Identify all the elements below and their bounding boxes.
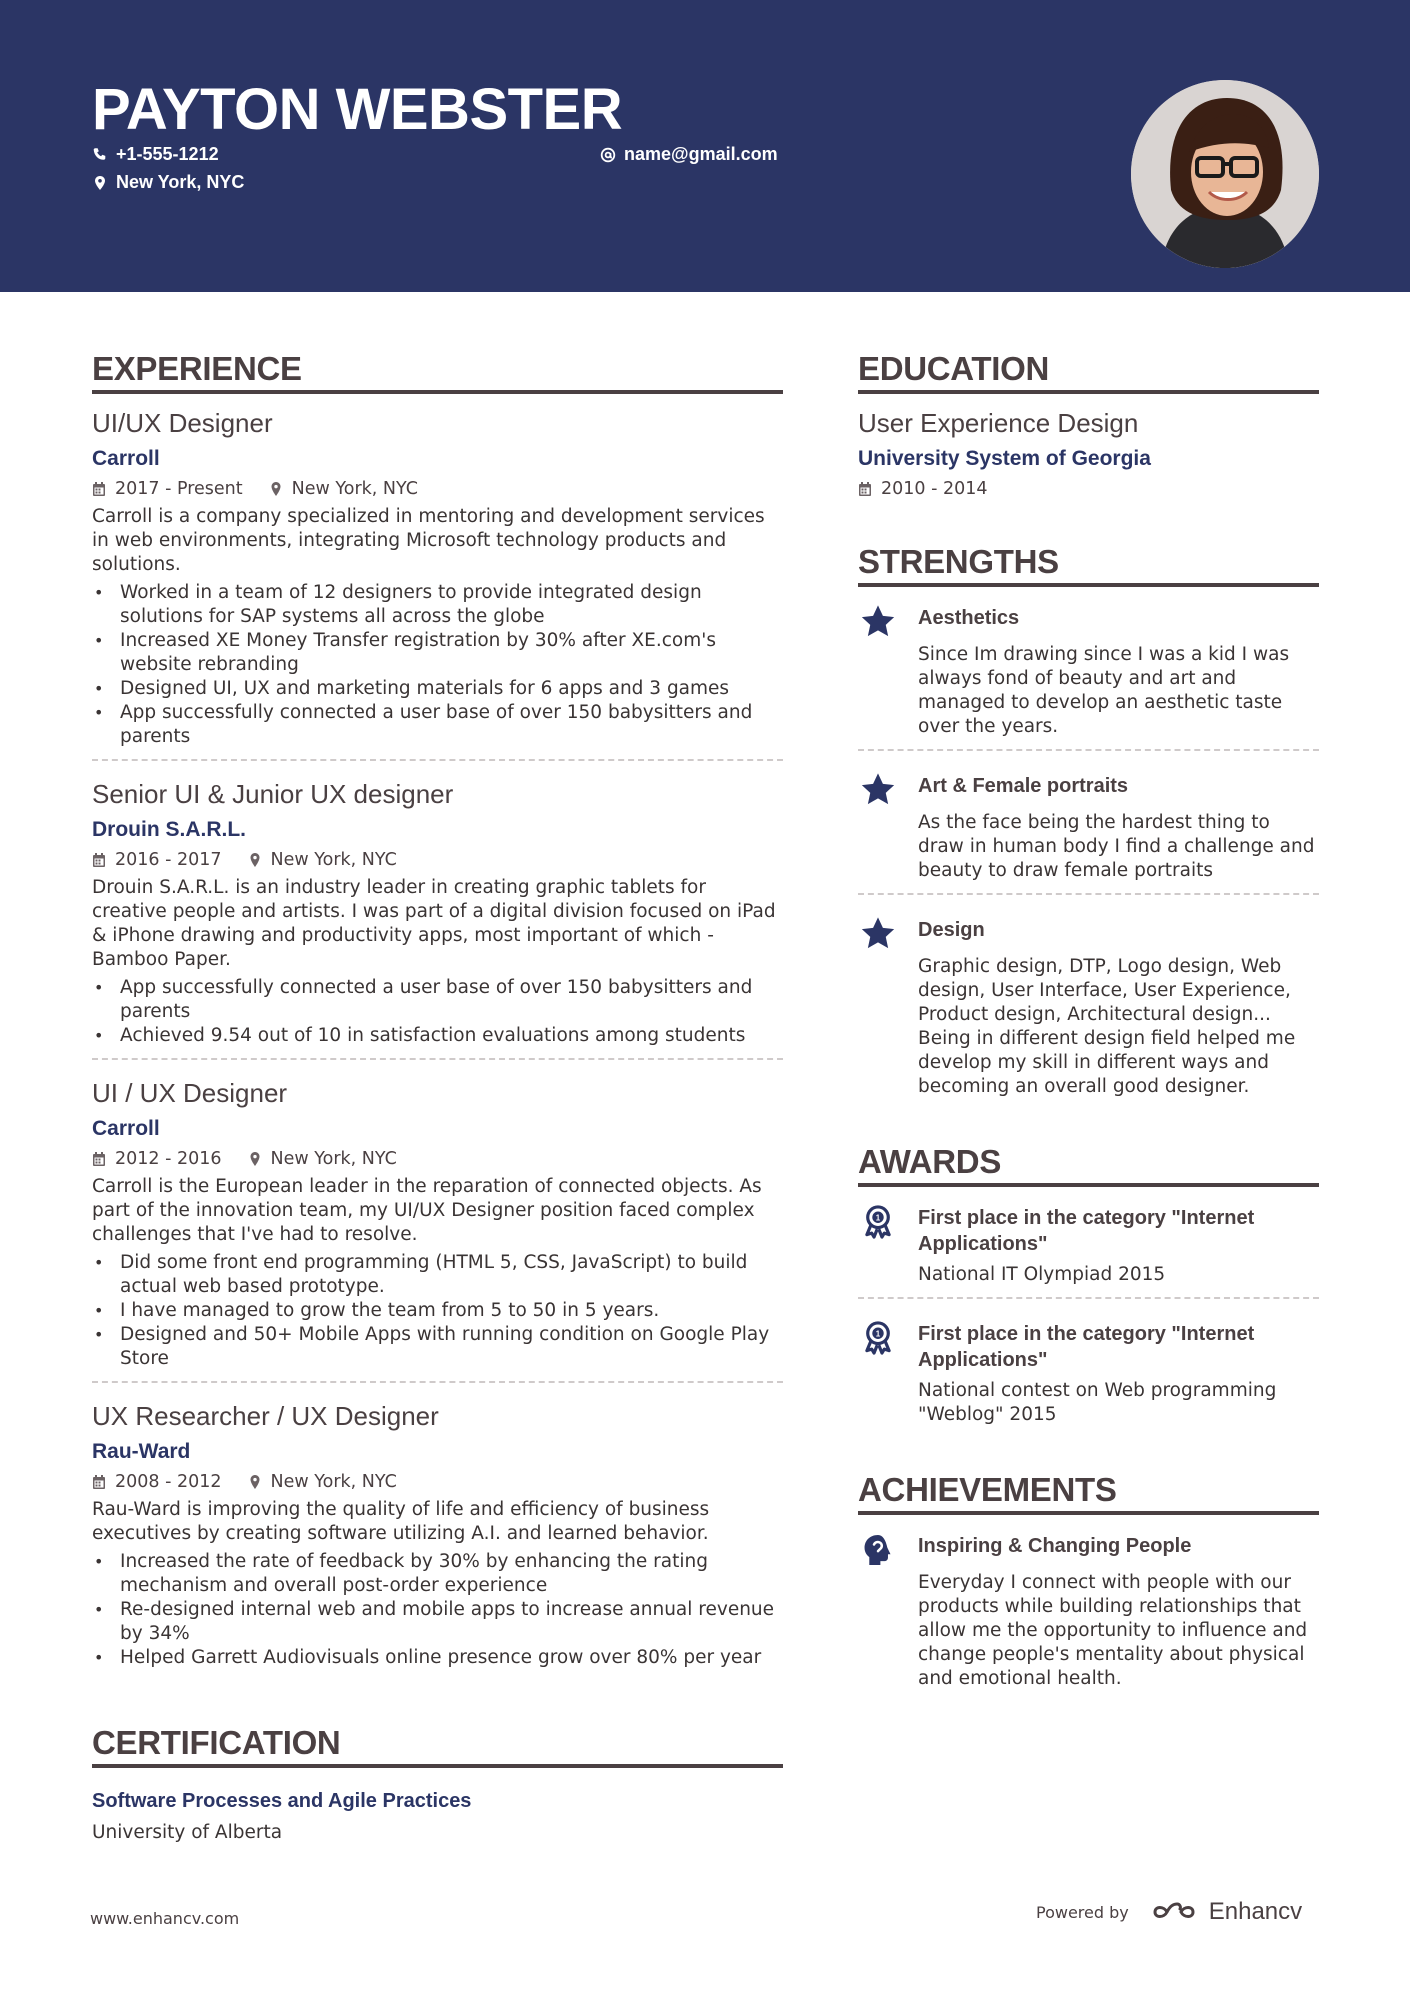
award-detail: National contest on Web programming "Weblog" 2015: [918, 1380, 1277, 1425]
job-title: UX Researcher / UX Designer: [92, 1401, 439, 1431]
achievement-title: Inspiring & Changing People: [918, 1535, 1192, 1557]
calendar-icon: [92, 852, 106, 868]
list-item: • Helped Garrett Audiovisuals online presence grow over 80% per year: [92, 1646, 783, 1670]
divider: [92, 1058, 783, 1060]
company-name: Rau-Ward: [92, 1440, 191, 1463]
strength-item: [858, 601, 1319, 739]
brand-name: Enhancv: [1208, 1898, 1303, 1925]
job-location: New York, NYC: [248, 850, 397, 870]
email-contact: [600, 144, 778, 165]
right-column: [858, 350, 1319, 1691]
list-item: • I have managed to grow the team from 5 to 50 in 5 years.: [92, 1299, 783, 1323]
award-ribbon-icon: [858, 1203, 898, 1241]
calendar-icon: [92, 1151, 106, 1167]
award-title: First place in the category "Internet Applications": [918, 1323, 1255, 1371]
strength-item: [858, 913, 1319, 1099]
footer-branding: [1036, 1898, 1302, 1926]
list-item: • App successfully connected a user base of over 150 babysitters and parents: [92, 701, 783, 749]
award-detail: National IT Olympiad 2015: [918, 1264, 1166, 1285]
job-title: UI / UX Designer: [92, 1078, 288, 1108]
certification-issuer: University of Alberta: [92, 1822, 283, 1843]
divider: [92, 759, 783, 761]
experience-heading: EXPERIENCE: [92, 350, 783, 394]
job-meta: [92, 850, 783, 870]
phone-number: +1-555-1212: [116, 144, 219, 164]
left-column: [92, 350, 783, 1845]
location-contact: [92, 172, 244, 193]
location-pin-icon: [269, 481, 283, 497]
divider: [858, 893, 1319, 895]
location-pin-icon: [248, 1474, 262, 1490]
location-text: New York, NYC: [116, 172, 245, 192]
job-bullets: [92, 1251, 783, 1371]
certification-title: Software Processes and Agile Practices: [92, 1790, 472, 1812]
star-icon: [858, 915, 898, 953]
awards-heading: AWARDS: [858, 1143, 1319, 1187]
list-item: • Achieved 9.54 out of 10 in satisfaction evaluations among students: [92, 1024, 783, 1048]
strengths-heading: STRENGTHS: [858, 543, 1319, 587]
job-bullets: [92, 976, 783, 1048]
experience-entry: [92, 779, 783, 1048]
education-meta: [858, 479, 1319, 499]
job-dates: 2016 - 2017: [92, 850, 222, 870]
achievement-item: [858, 1529, 1319, 1691]
profile-photo: [1131, 80, 1319, 268]
strength-title: Aesthetics: [918, 607, 1020, 629]
education-heading: EDUCATION: [858, 350, 1319, 394]
calendar-icon: [858, 481, 872, 497]
award-item: [858, 1317, 1319, 1427]
experience-entry: [92, 408, 783, 749]
job-dates: 2008 - 2012: [92, 1472, 222, 1492]
candidate-name: PAYTON WEBSTER: [92, 77, 623, 142]
strength-item: [858, 769, 1319, 883]
job-description: Drouin S.A.R.L. is an industry leader in creating graphic tablets for creative people and artists. I was part of a digital division focused on iPad & iPhone drawing and productivity apps, most important of which - Bamboo Paper.: [92, 877, 776, 970]
company-name: Carroll: [92, 447, 160, 470]
job-bullets: [92, 581, 783, 749]
award-item: [858, 1201, 1319, 1287]
job-dates: 2012 - 2016: [92, 1149, 222, 1169]
job-title: UI/UX Designer: [92, 408, 273, 438]
certification-heading: CERTIFICATION: [92, 1724, 783, 1768]
company-name: Carroll: [92, 1117, 160, 1140]
brand-logo[interactable]: [1153, 1898, 1302, 1926]
job-location: New York, NYC: [248, 1149, 397, 1169]
phone-contact: [92, 144, 219, 165]
job-description: Rau-Ward is improving the quality of life and efficiency of business executives by creating software utilizing A.I. and learned behavior.: [92, 1499, 710, 1544]
job-meta: [92, 1149, 783, 1169]
divider: [92, 1381, 783, 1383]
degree-title: User Experience Design: [858, 408, 1139, 438]
list-item: • Re-designed internal web and mobile apps to increase annual revenue by 34%: [92, 1598, 783, 1646]
list-item: • Increased XE Money Transfer registration by 30% after XE.com's website rebranding: [92, 629, 783, 677]
job-bullets: [92, 1550, 783, 1670]
achievement-text: Everyday I connect with people with our products while building relationships that allow me the opportunity to influence and change people's mentality about physical and emotional health.: [918, 1572, 1308, 1689]
achievements-heading: ACHIEVEMENTS: [858, 1471, 1319, 1515]
footer-website[interactable]: www.enhancv.com: [90, 1909, 240, 1928]
calendar-icon: [92, 1474, 106, 1490]
list-item: • Did some front end programming (HTML 5, CSS, JavaScript) to build actual web based prototype.: [92, 1251, 783, 1299]
location-pin-icon: [248, 852, 262, 868]
svg-text:1: 1: [875, 1213, 881, 1223]
list-item: • Designed UI, UX and marketing materials for 6 apps and 3 games: [92, 677, 783, 701]
at-icon: [600, 147, 616, 163]
job-description: Carroll is the European leader in the reparation of connected objects. As part of the innovation team, my UI/UX Designer position faced complex challenges that I've had to resolve.: [92, 1176, 762, 1245]
calendar-icon: [92, 481, 106, 497]
job-location: New York, NYC: [248, 1472, 397, 1492]
resume-header: [0, 0, 1410, 292]
star-icon: [858, 603, 898, 641]
job-description: Carroll is a company specialized in mentoring and development services in web environments, integrating Microsoft technology products and solutions.: [92, 506, 765, 575]
head-profile-icon: [858, 1531, 898, 1569]
job-dates: 2017 - Present: [92, 479, 243, 499]
phone-icon: [92, 147, 108, 163]
strength-text: Graphic design, DTP, Logo design, Web design, User Interface, User Experience, Product design, Architectural design... Being in different design field helped me develop my skill in different ways and becoming an overall good designer.: [918, 956, 1296, 1097]
school-name: University System of Georgia: [858, 447, 1151, 470]
list-item: • App successfully connected a user base of over 150 babysitters and parents: [92, 976, 783, 1024]
award-title: First place in the category "Internet Applications": [918, 1207, 1255, 1255]
powered-by-label: Powered by: [1036, 1902, 1129, 1922]
location-pin-icon: [248, 1151, 262, 1167]
svg-text:1: 1: [875, 1329, 881, 1339]
strength-text: Since Im drawing since I was a kid I was always fond of beauty and art and managed to develop an aesthetic taste over the years.: [918, 644, 1290, 737]
experience-entry: [92, 1078, 783, 1371]
divider: [858, 749, 1319, 751]
award-ribbon-icon: [858, 1319, 898, 1357]
divider: [858, 1297, 1319, 1299]
strength-text: As the face being the hardest thing to draw in human body I find a challenge and beauty to draw female portraits: [918, 812, 1315, 881]
company-name: Drouin S.A.R.L.: [92, 818, 246, 841]
strength-title: Design: [918, 919, 985, 941]
email-address[interactable]: name@gmail.com: [624, 144, 778, 164]
list-item: • Designed and 50+ Mobile Apps with running condition on Google Play Store: [92, 1323, 783, 1371]
experience-entry: [92, 1401, 783, 1670]
star-icon: [858, 771, 898, 809]
job-title: Senior UI & Junior UX designer: [92, 779, 454, 809]
location-pin-icon: [92, 175, 108, 191]
education-dates: 2010 - 2014: [858, 479, 988, 499]
job-meta: [92, 1472, 783, 1492]
enhancv-logo-icon: [1153, 1900, 1199, 1924]
list-item: • Increased the rate of feedback by 30% by enhancing the rating mechanism and overall post-order experience: [92, 1550, 783, 1598]
strength-title: Art & Female portraits: [918, 775, 1129, 797]
job-meta: [92, 479, 783, 499]
list-item: • Worked in a team of 12 designers to provide integrated design solutions for SAP systems all across the globe: [92, 581, 783, 629]
job-location: New York, NYC: [269, 479, 418, 499]
